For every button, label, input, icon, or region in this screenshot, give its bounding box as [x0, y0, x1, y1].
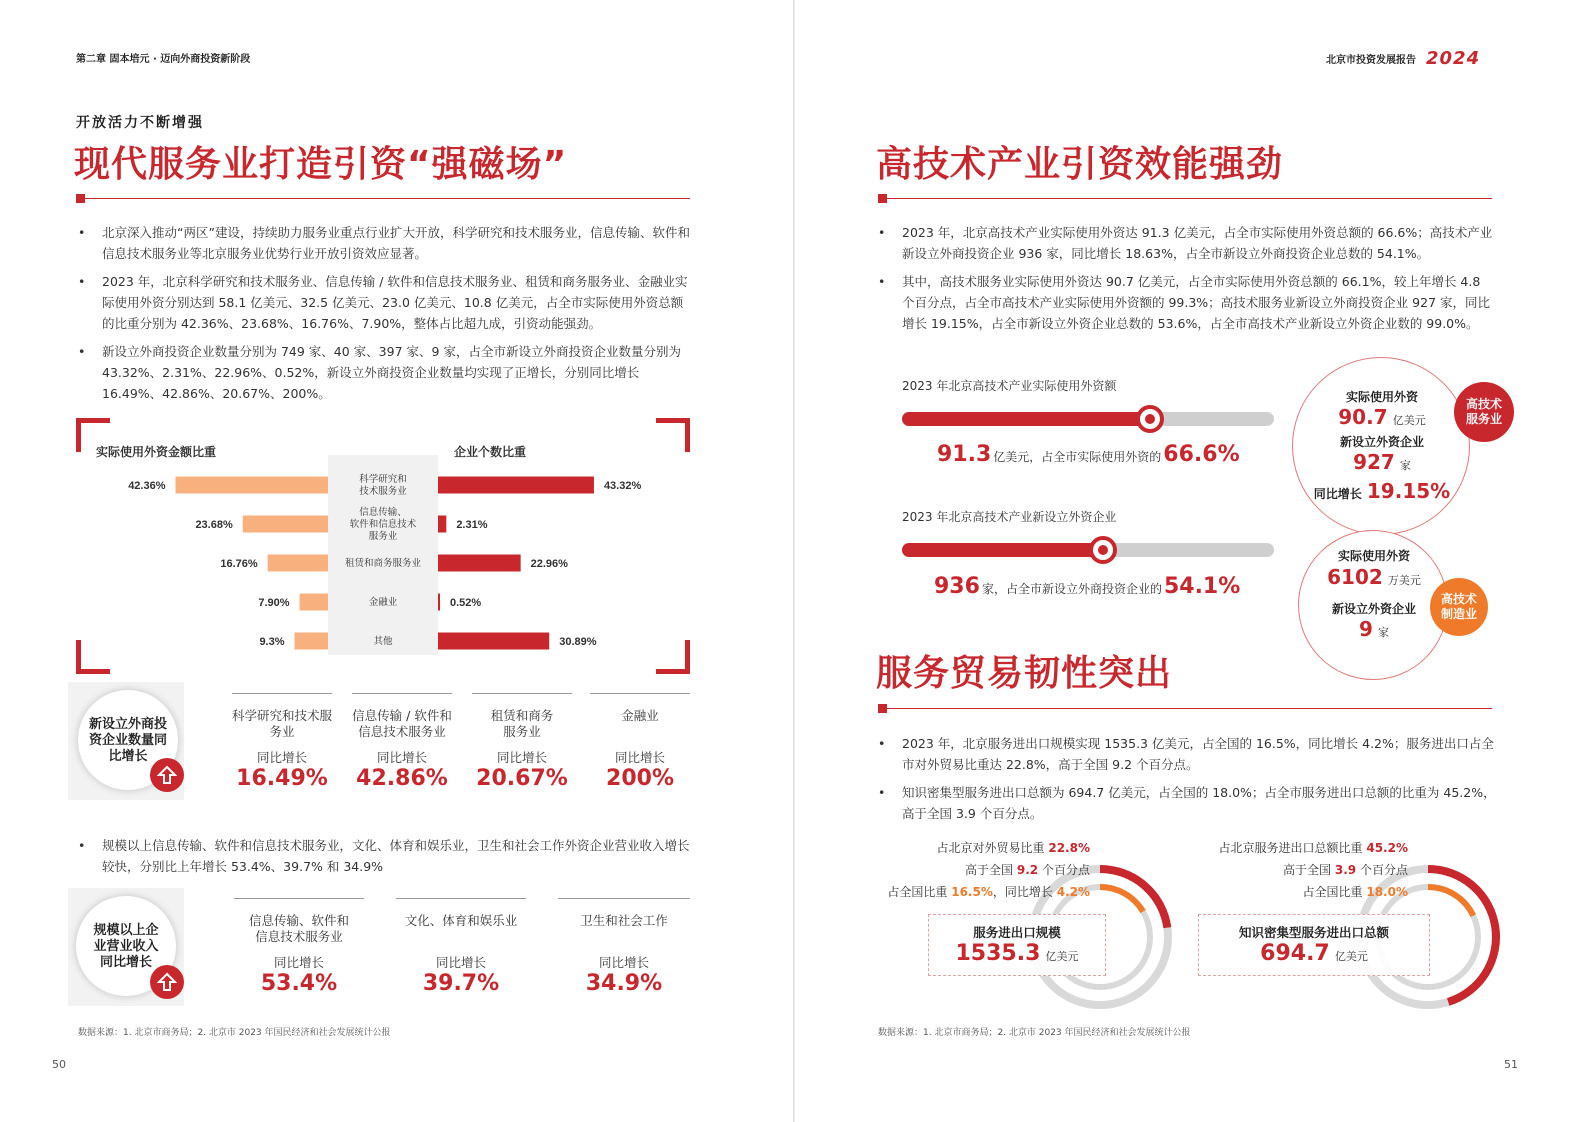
circle-value-row	[1299, 617, 1449, 645]
circle-label: 新设立外资企业	[1331, 602, 1416, 616]
category-label: 金融业	[368, 597, 398, 608]
ring2-annotations	[1190, 837, 1408, 903]
box-value: 694.7	[1260, 941, 1330, 966]
revenue-bullet	[76, 835, 694, 884]
growth-stat-sci	[232, 693, 332, 791]
ring2-line2	[1190, 859, 1408, 881]
data-source-note: 数据来源：1. 北京市商务局；2. 北京市 2023 年国民经济和社会发展统计公报	[78, 1028, 391, 1038]
up-arrow-icon	[150, 758, 184, 792]
page-number: 50	[52, 1058, 66, 1071]
stat-value: 34.9%	[585, 971, 663, 996]
stat-category: 科学研究和技术服务业	[232, 708, 333, 739]
report-name: 北京市投资发展报告	[1326, 55, 1416, 66]
stat-category: 租赁和商务服务业	[490, 708, 554, 739]
ring2-line3	[1190, 881, 1408, 903]
bullet-item: • 北京深入推动“两区”建设，持续助力服务业重点行业扩大开放，科学研究和技术服务业，信息传输、软件和信息技术服务业等北京服务业优势行业开放引资效应显著。	[76, 222, 694, 264]
growth-stat-it	[352, 693, 452, 791]
data-label-enterprise: 30.89%	[559, 636, 597, 648]
intro-bullets	[76, 222, 694, 411]
category-label: 其他	[373, 636, 393, 647]
slider2-value: 936	[934, 574, 980, 599]
circle-value-row	[1299, 564, 1449, 594]
data-label-enterprise: 43.32%	[603, 480, 642, 492]
revenue-stat-health	[558, 898, 690, 996]
hightech-mfg-tag: 高技术制造业	[1430, 578, 1488, 636]
bar-enterprise-share	[438, 516, 446, 533]
spread-gutter	[793, 0, 795, 1122]
growth-stat-lease	[472, 693, 572, 791]
value: 18.0%	[1366, 885, 1408, 899]
report-year: 2024	[1426, 48, 1481, 69]
report-header	[1326, 48, 1480, 69]
circle-label: 实际使用外资	[1337, 549, 1410, 563]
stat-category: 文化、体育和娱乐业	[404, 913, 518, 928]
circle-value: 9	[1358, 617, 1373, 641]
page-title: 现代服务业打造引资“强磁场”	[74, 144, 568, 185]
chart-left-title: 实际使用外资金额比重	[96, 445, 217, 459]
data-label-fdi: 7.90%	[258, 597, 290, 609]
ring1-line2	[880, 859, 1090, 881]
section-title-trade: 服务贸易韧性突出	[876, 653, 1173, 694]
data-label-enterprise: 22.96%	[530, 558, 568, 570]
stat-label: 同比增长	[273, 955, 324, 970]
box-label: 服务进出口规模	[973, 925, 1061, 940]
bullet-item: • 2023 年，北京科学研究和技术服务业、信息传输 / 软件和信息技术服务业、租赁和商务服务业、金融业实际使用外资分别达到 58.1 亿美元、32.5 亿美元、23.0 亿美元、10.8 亿美元，占全市实际使用外资总额的比重分别为 42.36%、23.68%、16.76%、7.90%，整体占比超九成，引资动能强劲。	[76, 271, 694, 334]
box-value-row	[929, 941, 1105, 966]
stat-label: 同比增长	[376, 750, 427, 765]
bullet-item: • 2023 年，北京服务进出口规模实现 1535.3 亿美元，占全国的 16.5%，同比增长 4.2%；服务进出口占全市对外贸易比重达 22.8%，高于全国 9.2 个百分点。	[876, 733, 1496, 775]
frame-corner-tr	[656, 418, 690, 452]
box-unit: 亿美元	[1045, 950, 1079, 963]
bullet-item: • 其中，高技术服务业实际使用外资达 90.7 亿美元，占全市实际使用外资总额的 66.1%，较上年增长 4.8 个百分点，占全市高技术产业实际使用外资额的 99.3%；高技术服务业新设立外商投资企业 927 家，同比增长 19.15%，占全市新设立外资企业总数的 53.6%，占全市高技术产业新设立外资企业数的 99.0%。	[876, 271, 1496, 334]
data-label-enterprise: 0.52%	[450, 597, 482, 609]
data-label-enterprise: 2.31%	[456, 519, 488, 531]
bar-enterprise-share	[438, 477, 594, 494]
page-number: 51	[1504, 1058, 1518, 1071]
stat-value: 20.67%	[476, 766, 568, 791]
stat-category: 卫生和社会工作	[580, 913, 668, 928]
chapter-header: 第二章 固本培元 · 迈向外商投资新阶段	[76, 54, 251, 65]
value: 3.9	[1334, 863, 1357, 877]
stat-value: 200%	[606, 766, 674, 791]
value: 45.2%	[1366, 841, 1408, 855]
category-label: 信息传输、	[359, 507, 407, 518]
text: 高于全国	[1283, 863, 1332, 877]
title-rule	[878, 198, 1492, 199]
value: 16.5%	[951, 885, 993, 899]
fdi-share-bar	[902, 412, 1274, 426]
bar-fdi-share	[268, 555, 328, 572]
circle-value: 6102	[1327, 565, 1383, 589]
circle-unit: 万美元	[1387, 574, 1421, 587]
ring1-line1	[880, 837, 1090, 859]
data-label-fdi: 42.36%	[128, 480, 166, 492]
text: 占全国比重	[887, 885, 948, 899]
slider1-value: 91.3	[937, 442, 992, 467]
text: 高于全国	[965, 863, 1014, 877]
section-title-hightech: 高技术产业引资效能强劲	[876, 144, 1284, 185]
circle-label: 新设立外资企业	[1339, 435, 1424, 449]
butterfly-bar-chart	[90, 455, 670, 660]
category-label: 服务业	[368, 531, 398, 542]
bar-fdi-share	[300, 594, 328, 611]
enterprise-share-knob	[1089, 536, 1117, 564]
slider2-percent: 54.1%	[1163, 574, 1241, 599]
stat-label: 同比增长	[598, 955, 649, 970]
circle-value: 90.7	[1338, 405, 1388, 429]
bar-enterprise-share	[438, 594, 440, 611]
box-unit: 亿美元	[1334, 950, 1368, 963]
data-label-fdi: 9.3%	[259, 636, 285, 648]
stat-category: 金融业	[621, 708, 659, 723]
knowledge-trade-box	[1198, 914, 1430, 976]
bullet-item: • 知识密集型服务进出口总额为 694.7 亿美元，占全国的 18.0%；占全市服务进出口总额的比重为 45.2%，高于全国 3.9 个百分点。	[876, 782, 1496, 824]
stat-value: 42.86%	[356, 766, 448, 791]
circle-label: 同比增长	[1313, 487, 1362, 501]
category-label: 科学研究和	[359, 474, 407, 485]
circle-unit: 亿美元	[1392, 414, 1426, 427]
circle-content	[1293, 388, 1471, 507]
fdi-share-knob	[1136, 405, 1164, 433]
hightech-mfg-circle	[1298, 530, 1448, 680]
bar-fdi-share	[295, 633, 328, 650]
circle-value: 927	[1353, 450, 1395, 474]
stat-value: 16.49%	[236, 766, 328, 791]
circle-unit: 家	[1399, 459, 1411, 472]
value: 4.2%	[1056, 885, 1090, 899]
revenue-stat-it	[234, 898, 364, 996]
service-trade-box	[928, 914, 1106, 976]
hightech-bullets	[876, 222, 1496, 341]
ring-arc-inner	[1100, 887, 1143, 912]
circle-content	[1299, 547, 1449, 645]
data-label-fdi: 16.76%	[220, 558, 258, 570]
slider2-label: 2023 年北京高技术产业新设立外资企业	[902, 510, 1117, 524]
bar-enterprise-share	[438, 633, 549, 650]
data-label-fdi: 23.68%	[195, 519, 233, 531]
text: 个百分点	[1041, 863, 1090, 877]
text: 个百分点	[1359, 863, 1408, 877]
bullet-item: • 规模以上信息传输、软件和信息技术服务业，文化、体育和娱乐业，卫生和社会工作外资企业营业收入增长较快，分别比上年增长 53.4%、39.7% 和 34.9%	[76, 835, 694, 877]
text: 占北京对外贸易比重	[936, 841, 1045, 855]
growth-stat-finance	[590, 693, 690, 791]
ring1-line3	[880, 881, 1090, 903]
slider1-caption	[937, 442, 1240, 467]
hightech-service-circle	[1292, 357, 1470, 535]
slider2-unit: 家，占全市新设立外商投资企业的	[981, 582, 1162, 596]
text: 占全国比重	[1302, 885, 1363, 899]
enterprise-share-bar	[902, 543, 1274, 557]
category-label: 软件和信息技术	[349, 519, 417, 530]
box-value: 1535.3	[955, 941, 1041, 966]
slider1-unit: 亿美元，占全市实际使用外资的	[993, 450, 1162, 464]
hightech-service-tag: 高技术服务业	[1454, 382, 1514, 442]
stat-label: 同比增长	[435, 955, 486, 970]
category-column	[328, 455, 438, 655]
title-rule	[878, 708, 1492, 709]
stat-value: 53.4%	[260, 971, 338, 996]
bar-enterprise-share	[438, 555, 521, 572]
stat-value: 39.7%	[422, 971, 500, 996]
title-rule	[76, 198, 690, 199]
slider2-caption	[934, 574, 1240, 599]
ring-arc-inner	[1428, 887, 1473, 916]
circle-value-row	[1293, 478, 1471, 507]
bullet-item: • 2023 年，北京高技术产业实际使用外资达 91.3 亿美元，占全市实际使用外资总额的 66.6%；高技术产业新设立外商投资企业 936 家，同比增长 18.63%，占全市新设立外商投资企业总数的 54.1%。	[876, 222, 1496, 264]
category-label: 技术服务业	[359, 486, 407, 497]
circle-unit: 家	[1378, 626, 1389, 639]
stat-label: 同比增长	[496, 750, 547, 765]
text: 占北京服务进出口总额比重	[1218, 841, 1363, 855]
box-value-row	[1199, 941, 1429, 966]
value: 9.2	[1016, 863, 1039, 877]
stat-category: 信息传输 / 软件和信息技术服务业	[352, 708, 452, 739]
circle-value-row	[1293, 405, 1471, 433]
ring2-line1	[1190, 837, 1408, 859]
circle-label: 实际使用外资	[1345, 390, 1418, 404]
slider1-percent: 66.6%	[1163, 442, 1240, 467]
slider1-label: 2023 年北京高技术产业实际使用外资额	[902, 379, 1117, 393]
circle-value-row	[1293, 450, 1471, 478]
chart-right-title: 企业个数比重	[454, 445, 527, 459]
value: 22.8%	[1048, 841, 1090, 855]
badge-text: 新设立外商投资企业数量同比增长	[88, 717, 167, 764]
bar-fdi-share	[243, 516, 328, 533]
up-arrow-icon	[150, 965, 184, 999]
stat-label: 同比增长	[256, 750, 307, 765]
bar-fdi-share	[176, 477, 328, 494]
category-label: 租赁和商务服务业	[344, 558, 422, 569]
revenue-stat-culture	[396, 898, 526, 996]
text: ，同比增长	[992, 885, 1053, 899]
fdi-share-fill	[902, 412, 1150, 426]
badge-text: 规模以上企业营业收入同比增长	[93, 923, 159, 970]
trade-bullets	[876, 733, 1496, 831]
bullet-item: • 新设立外商投资企业数量分别为 749 家、40 家、397 家、9 家，占全市新设立外商投资企业数量分别为 43.32%、2.31%、22.96%、0.52%，新设立外商投资企业数量均实现了正增长，分别同比增长 16.49%、42.86%、20.67%、200%。	[76, 341, 694, 404]
stat-category: 信息传输、软件和信息技术服务业	[248, 913, 349, 944]
box-label: 知识密集型服务进出口总额	[1238, 925, 1389, 940]
data-source-note: 数据来源：1. 北京市商务局；2. 北京市 2023 年国民经济和社会发展统计公报	[878, 1028, 1191, 1038]
enterprise-share-fill	[902, 543, 1103, 557]
ring1-annotations	[880, 837, 1090, 903]
stat-label: 同比增长	[614, 750, 665, 765]
section-subtitle: 开放活力不断增强	[76, 115, 204, 131]
circle-value: 19.15%	[1366, 479, 1451, 503]
